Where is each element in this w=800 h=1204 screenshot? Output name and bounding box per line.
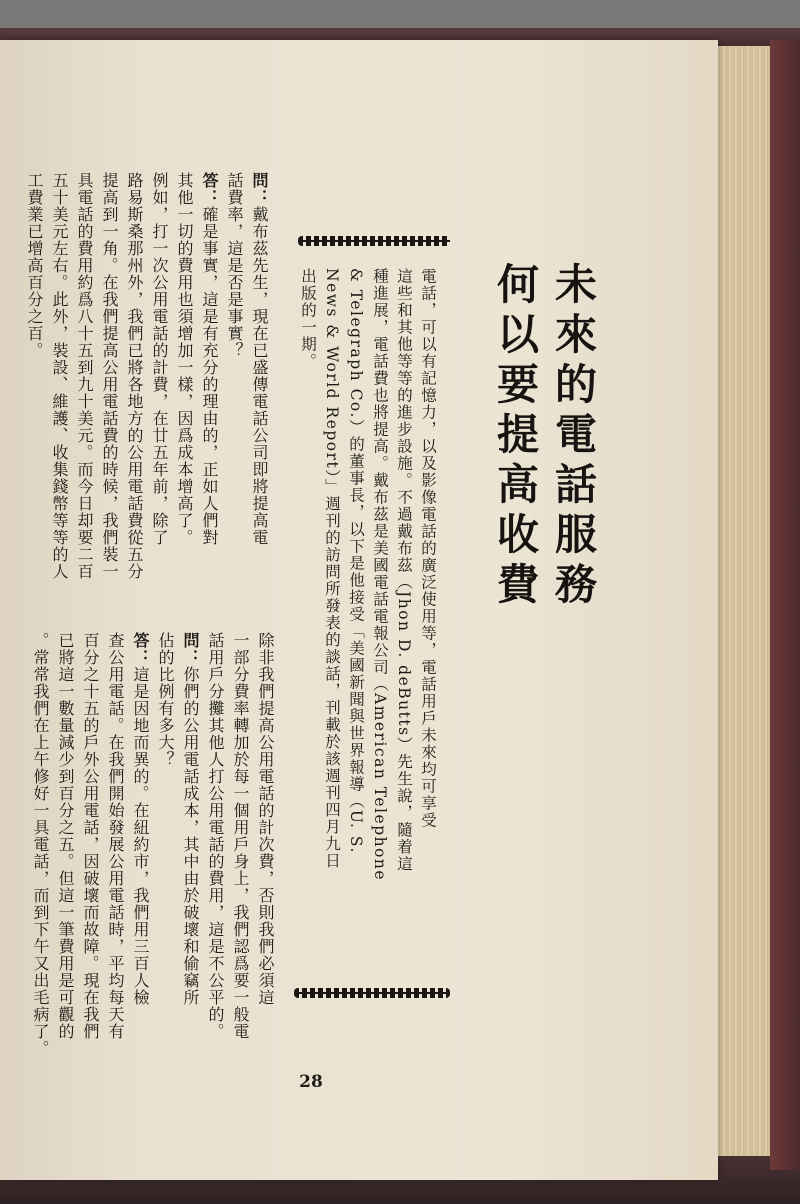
intro-line: & Telegraph Co.）的董事長，以下是他接受「美國新聞與世界報導（U. S. xyxy=(347,268,365,854)
qa-line: 答：這是因地而異的。在紐約市，我們用三百人檢 xyxy=(131,632,150,1006)
wavy-divider-bottom xyxy=(294,988,450,998)
qa-line: 五十美元左右。此外，裝設、維護、收集錢幣等等的人 xyxy=(50,172,69,580)
qa-line: 其他一切的費用也須增加一樣，因爲成本增高了。 xyxy=(175,172,194,546)
qa-lower-block xyxy=(28,632,278,1062)
page-number: 28 xyxy=(299,1072,323,1092)
qa-line: 話費率，這是否是事實？ xyxy=(225,172,244,359)
qa-line: 問：你們的公用電話成本，其中由於破壞和偷竊所 xyxy=(181,632,200,1006)
intro-line: 這些和其他等等的進步設施。不過戴布茲（Jhon D. deButts）先生說，隨着這 xyxy=(395,268,413,873)
qa-line: 提高到一角。在我們提高公用電話費的時候，我們裝一 xyxy=(100,172,119,580)
book-spine xyxy=(770,40,800,1170)
qa-label: 答： xyxy=(131,632,150,666)
qa-line: 佔的比例有多大？ xyxy=(156,632,175,768)
wavy-divider-top xyxy=(298,236,450,246)
qa-line: 百分之十五的戶外公用電話，因破壞而故障。現在我們 xyxy=(81,632,100,1040)
article-intro xyxy=(296,268,440,978)
title-line-2: 何以要提高收費 xyxy=(491,262,540,612)
intro-line: 出版的一期。 xyxy=(299,268,317,370)
qa-line: 一部分費率轉加於每一個用戶身上，我們認爲要一般電 xyxy=(231,632,250,1040)
qa-line: 除非我們提高公用電話的計次費，否則我們必須這 xyxy=(256,632,275,1006)
qa-line: 查公用電話。在我們開始發展公用電話時，平均每天有 xyxy=(106,632,125,1040)
qa-line: 已將這一數量減少到百分之五。但這一筆費用是可觀的 xyxy=(56,632,75,1040)
intro-line: 種進展，電話費也將提高。戴布茲是美國電話電報公司（American Telephone xyxy=(371,268,389,882)
qa-line: 例如，打一次公用電話的計費，在廿五年前，除了 xyxy=(150,172,169,546)
qa-upper-block xyxy=(22,172,272,622)
qa-line: 工費業已增高百分之百。 xyxy=(25,172,44,359)
title-line-1: 未來的電話服務 xyxy=(549,262,598,612)
qa-label: 問： xyxy=(181,632,200,666)
article-title xyxy=(486,262,602,762)
intro-line: 電話，可以有記憶力，以及影像電話的廣泛使用等，電話用戶未來均可享受 xyxy=(419,268,437,829)
qa-line: 問：戴布茲先生，現在已盛傳電話公司即將提高電 xyxy=(250,172,269,546)
qa-line: 路易斯桑那州外，我們已將各地方的公用電話費從五分 xyxy=(125,172,144,580)
qa-line: 具電話的費用約爲八十五到九十美元。而今日却要二百 xyxy=(75,172,94,580)
qa-line: 答：確是事實，這是有充分的理由的，正如人們對 xyxy=(200,172,219,546)
intro-line: News & World Report）」週刊的訪問所發表的談話，刊載於該週刊四月九日 xyxy=(323,268,341,870)
qa-line: 。常常我們在上午修好一具電話，而到下午又出毛病了。 xyxy=(31,632,50,1057)
qa-line: 話用戶分攤其他人打公用電話的費用，這是不公平的。 xyxy=(206,632,225,1040)
qa-label: 問： xyxy=(250,172,269,206)
qa-label: 答： xyxy=(200,172,219,206)
